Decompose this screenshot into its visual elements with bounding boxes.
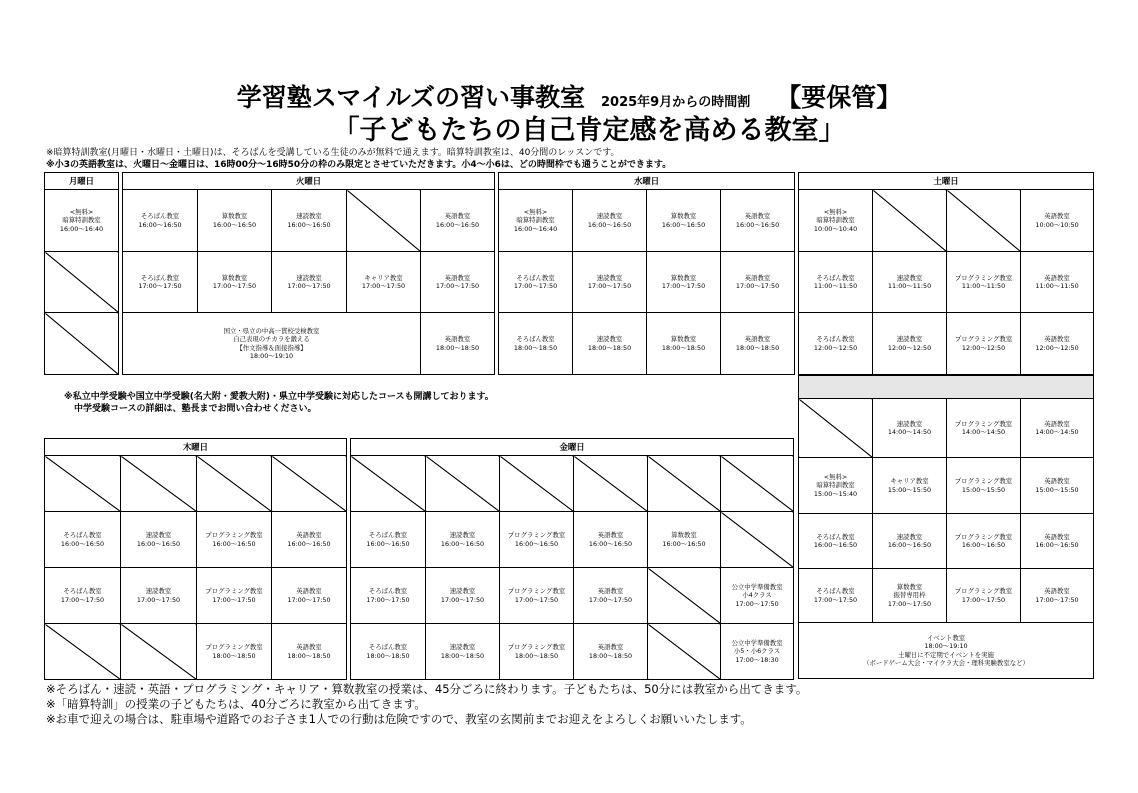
day-header-tue: 火曜日	[123, 173, 495, 190]
note-anzan: ※暗算特訓教室(月曜日・水曜日・土曜日)は、そろばんを受講している生徒のみが無料で通えます。暗算特訓教室は、40分間のレッスンです。	[46, 148, 620, 158]
day-header-thu: 木曜日	[45, 439, 347, 456]
empty-slot	[648, 568, 721, 624]
empty-slot	[347, 190, 421, 252]
weekday-timetable-top	[44, 172, 1094, 375]
class-cell-sat-6d: 英語教室 15:00～15:50	[1021, 458, 1094, 514]
class-cell-sat-7b: 速読教室 16:00～16:50	[873, 514, 947, 569]
class-cell-sat-8b: 算数教室 振替専用枠 17:00～17:50	[873, 569, 947, 623]
class-cell-fri-2b: 速読教室 16:00～16:50	[426, 512, 500, 568]
class-cell-thu-4c: プログラミング教室 18:00～18:50	[197, 624, 272, 680]
class-cell-tue-2e: 英語教室 17:00～17:50	[421, 252, 495, 313]
day-header-wed: 水曜日	[499, 173, 795, 190]
class-cell-fri-4c: プログラミング教室 18:00～18:50	[500, 624, 574, 680]
empty-slot	[648, 624, 721, 680]
empty-slot	[45, 624, 121, 680]
class-cell-fri-4b: 速読教室 18:00～18:50	[426, 624, 500, 680]
class-cell-tue-2b: 算数教室 17:00～17:50	[198, 252, 272, 313]
class-cell-fri-2e: 算数教室 16:00～16:50	[648, 512, 721, 568]
class-cell-wed-2c: 算数教室 17:00～17:50	[647, 252, 721, 313]
empty-slot	[947, 190, 1021, 252]
class-cell-thu-3d: 英語教室 17:00～17:50	[272, 568, 347, 624]
class-cell-sat-3d: 英語教室 12:00～12:50	[1021, 313, 1094, 375]
class-cell-thu-3a: そろばん教室 17:00～17:50	[45, 568, 121, 624]
empty-slot	[45, 313, 119, 375]
class-cell-sat-6c: プログラミング教室 15:00～15:50	[947, 458, 1021, 514]
class-cell-tue-3e: 英語教室 18:00～18:50	[421, 313, 495, 375]
weekday-timetable-bottom	[44, 438, 794, 680]
class-cell-sat-1d: 英語教室 10:00～10:50	[1021, 190, 1094, 252]
class-cell-sat-6b: キャリア教室 15:00～15:50	[873, 458, 947, 514]
class-cell-fri-3b: 速読教室 17:00～17:50	[426, 568, 500, 624]
class-cell-fri-2c: プログラミング教室 16:00～16:50	[500, 512, 574, 568]
class-cell-wed-1c: 算数教室 16:00～16:50	[647, 190, 721, 252]
empty-slot	[121, 624, 197, 680]
break-row	[799, 376, 1094, 399]
class-cell-tue-2d: キャリア教室 17:00～17:50	[347, 252, 421, 313]
class-cell-fri-4f: 公立中学準備教室 小5・小6クラス 17:00～18:30	[721, 624, 794, 680]
class-cell-fri-4d: 英語教室 18:00～18:50	[574, 624, 648, 680]
empty-slot	[574, 456, 648, 512]
class-cell-tue-2c: 速読教室 17:00～17:50	[272, 252, 347, 313]
exam-course-contact: 中学受験コースの詳細は、塾長までお問い合わせください。	[74, 404, 317, 414]
class-cell-sat-event: イベント教室 18:00～19:10 土曜日に不定期でイベントを実施 （ボードゲーム大会・マイクラ大会・理科実験教室など）	[799, 623, 1094, 679]
class-cell-wed-3d: 英語教室 18:00～18:50	[721, 313, 795, 375]
class-cell-wed-1d: 英語教室 16:00～16:50	[721, 190, 795, 252]
class-cell-thu-3b: 速読教室 17:00～17:50	[121, 568, 197, 624]
empty-slot	[799, 399, 873, 458]
class-cell-fri-3f: 公立中学準備教室 小4クラス 17:00～17:50	[721, 568, 794, 624]
class-cell-wed-1a: <無料> 暗算特訓教室 16:00～16:40	[499, 190, 573, 252]
footer-note-3: ※お車で迎えの場合は、駐車場や道路でのお子さま1人での行動は危険ですので、教室の玄関前までお迎えをよろしくお願いいたします。	[46, 712, 752, 726]
empty-slot	[500, 456, 574, 512]
class-cell-fri-4a: そろばん教室 18:00～18:50	[351, 624, 426, 680]
class-cell-sat-7a: そろばん教室 16:00～16:50	[799, 514, 873, 569]
class-cell-tue-1a: そろばん教室 16:00～16:50	[123, 190, 198, 252]
class-cell-tue-1c: 速読教室 16:00～16:50	[272, 190, 347, 252]
class-cell-mon-1: <無料> 暗算特訓教室 16:00～16:40	[45, 190, 119, 252]
footer-note-2: ※「暗算特訓」の授業の子どもたちは、40分ごろに教室から出てきます。	[46, 697, 426, 711]
class-cell-wed-2b: 速読教室 17:00～17:50	[573, 252, 647, 313]
class-cell-sat-2a: そろばん教室 11:00～11:50	[799, 252, 873, 313]
class-cell-sat-5d: 英語教室 14:00～14:50	[1021, 399, 1094, 458]
footer-note-1: ※そろばん・速読・英語・プログラミング・キャリア・算数教室の授業は、45分ごろに終わります。子どもたちは、50分には教室から出てきます。	[46, 682, 808, 696]
class-cell-sat-6a: <無料> 暗算特訓教室 15:00～15:40	[799, 458, 873, 514]
day-header-fri: 金曜日	[351, 439, 794, 456]
class-cell-wed-3b: 速読教室 18:00～18:50	[573, 313, 647, 375]
empty-slot	[721, 512, 794, 568]
class-cell-sat-7c: プログラミング教室 16:00～16:50	[947, 514, 1021, 569]
class-cell-sat-8d: 英語教室 17:00～17:50	[1021, 569, 1094, 623]
class-cell-tue-1e: 英語教室 16:00～16:50	[421, 190, 495, 252]
class-cell-sat-2b: 速読教室 11:00～11:50	[873, 252, 947, 313]
class-cell-sat-5b: 速読教室 14:00～14:50	[873, 399, 947, 458]
class-cell-thu-4d: 英語教室 18:00～18:50	[272, 624, 347, 680]
class-cell-sat-1a: <無料> 暗算特訓教室 10:00～10:40	[799, 190, 873, 252]
class-cell-thu-2a: そろばん教室 16:00～16:50	[45, 512, 121, 568]
empty-slot	[721, 456, 794, 512]
class-cell-thu-3c: プログラミング教室 17:00～17:50	[197, 568, 272, 624]
class-cell-sat-2c: プログラミング教室 11:00～11:50	[947, 252, 1021, 313]
empty-slot	[272, 456, 347, 512]
page-title: 学習塾スマイルズの習い事教室	[236, 83, 585, 112]
class-cell-sat-3c: プログラミング教室 12:00～12:50	[947, 313, 1021, 375]
class-cell-sat-7d: 英語教室 16:00～16:50	[1021, 514, 1094, 569]
class-cell-fri-2d: 英語教室 16:00～16:50	[574, 512, 648, 568]
page-subtitle: 2025年9月からの時間割	[601, 95, 751, 110]
empty-slot	[873, 190, 947, 252]
day-header-sat: 土曜日	[799, 173, 1094, 190]
class-cell-sat-8c: プログラミング教室 17:00～17:50	[947, 569, 1021, 623]
class-cell-wed-3a: そろばん教室 18:00～18:50	[499, 313, 573, 375]
keep-badge: 【要保管】	[776, 83, 902, 112]
page-tagline: 「子どもたちの自己肯定感を高める教室」	[332, 115, 846, 146]
class-cell-fri-3c: プログラミング教室 17:00～17:50	[500, 568, 574, 624]
saturday-timetable-lower	[798, 375, 1094, 679]
empty-slot	[351, 456, 426, 512]
empty-slot	[648, 456, 721, 512]
class-cell-fri-3d: 英語教室 17:00～17:50	[574, 568, 648, 624]
class-cell-fri-3a: そろばん教室 17:00～17:50	[351, 568, 426, 624]
class-cell-wed-2d: 英語教室 17:00～17:50	[721, 252, 795, 313]
class-cell-sat-8a: そろばん教室 17:00～17:50	[799, 569, 873, 623]
class-cell-thu-2b: 速読教室 16:00～16:50	[121, 512, 197, 568]
class-cell-wed-1b: 速読教室 16:00～16:50	[573, 190, 647, 252]
empty-slot	[45, 252, 119, 313]
class-cell-wed-3c: 算数教室 18:00～18:50	[647, 313, 721, 375]
empty-slot	[426, 456, 500, 512]
class-cell-thu-2c: プログラミング教室 16:00～16:50	[197, 512, 272, 568]
empty-slot	[121, 456, 197, 512]
class-cell-tue-2a: そろばん教室 17:00～17:50	[123, 252, 198, 313]
class-cell-tue-exam-prep: 国立・県立の中高一貫校受検教室 自己表現のチカラを鍛える 【作文指導＆面接指導】 18:00～19:10	[123, 313, 421, 375]
class-cell-sat-5c: プログラミング教室 14:00～14:50	[947, 399, 1021, 458]
class-cell-sat-3a: そろばん教室 12:00～12:50	[799, 313, 873, 375]
note-english: ※小3の英語教室は、火曜日～金曜日は、16時00分～16時50分の枠のみ限定とさせていただきます。小4～小6は、どの時間枠でも通うことができます。	[46, 160, 672, 170]
empty-slot	[197, 456, 272, 512]
day-header-mon: 月曜日	[45, 173, 119, 190]
class-cell-thu-2d: 英語教室 16:00～16:50	[272, 512, 347, 568]
class-cell-tue-1b: 算数教室 16:00～16:50	[198, 190, 272, 252]
class-cell-wed-2a: そろばん教室 17:00～17:50	[499, 252, 573, 313]
exam-course-note: ※私立中学受験や国立中学受験(名大附・愛教大附)・県立中学受験に対応したコースも開講しております。	[64, 392, 494, 402]
class-cell-sat-2d: 英語教室 11:00～11:50	[1021, 252, 1094, 313]
class-cell-fri-2a: そろばん教室 16:00～16:50	[351, 512, 426, 568]
empty-slot	[45, 456, 121, 512]
class-cell-sat-3b: 速読教室 12:00～12:50	[873, 313, 947, 375]
